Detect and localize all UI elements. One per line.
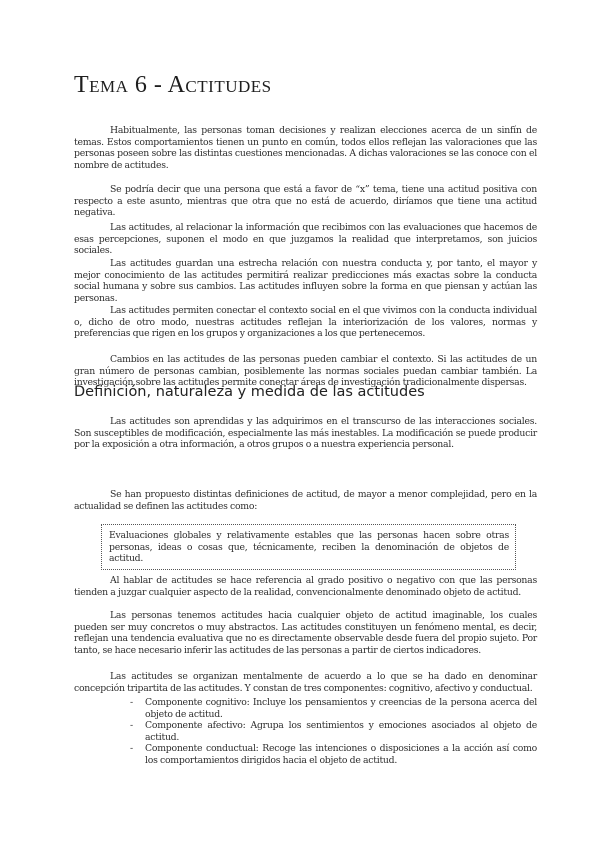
intro-paragraph-2: Se podría decir que una persona que está a favor de “x” tema, tiene una actitud positiva con respecto a este asunto, mientras que otra que no está de acuerdo, diríamos que tiene una actitud negativa.: [74, 184, 537, 219]
definition-box: Evaluaciones globales y relativamente estables que las personas hacen sobre otras personas, ideas o cosas que, técnicamente, reciben la denominación de objetos de actitud.: [101, 524, 516, 570]
component-affective: Componente afectivo: Agrupa los sentimientos y emociones asociados al objeto de actitud.: [145, 720, 537, 743]
section-paragraph-5: Las actitudes se organizan mentalmente de acuerdo a lo que se ha dado en denominar concepción tripartita de las actitudes. Y constan de tres componentes: cognitivo, afectivo y conductual.: [74, 671, 537, 694]
list-dash: -: [130, 743, 133, 755]
section-paragraph-1: Las actitudes son aprendidas y las adquirimos en el transcurso de las interacciones sociales. Son susceptibles de modificación, especialmente las más inestables. La modificación se puede producir por la exposición a otra información, a otros grupos o a nuestra experiencia personal.: [74, 416, 537, 451]
list-dash: -: [130, 697, 133, 708]
list-item: [74, 697, 537, 720]
section-paragraph-3: Al hablar de actitudes se hace referencia al grado positivo o negativo con que las personas tienden a juzgar cualquier aspecto de la realidad, convencionalmente denominado objeto de actitud.: [74, 575, 537, 598]
intro-paragraph-5: Las actitudes permiten conectar el contexto social en el que vivimos con la conducta individual o, dicho de otro modo, nuestras actitudes reflejan la interiorización de los valores, normas y preferencias que rigen en los grupos y organizaciones a los que pertenecemos.: [74, 305, 537, 340]
intro-paragraph-1: Habitualmente, las personas toman decisiones y realizan elecciones acerca de un sinfín de temas. Estos comportamientos tienen un punto en común, todos ellos reflejan las valoraciones que las personas poseen sobre las distintas cuestiones mencionadas. A dichas valoraciones se las conoce con el nombre de actitudes.: [74, 125, 537, 171]
intro-paragraph-6: Cambios en las actitudes de las personas pueden cambiar el contexto. Si las actitudes de un gran número de personas cambian, posiblemente las normas sociales puedan cambiar también. La investigación sobre las actitudes permite conectar áreas de investigación tradicionalmente dispersas.: [74, 354, 537, 389]
components-list: [74, 697, 537, 767]
section-paragraph-2: Se han propuesto distintas definiciones de actitud, de mayor a menor complejidad, pero en la actualidad se definen las actitudes como:: [74, 489, 537, 512]
list-dash: -: [130, 720, 133, 732]
intro-paragraph-3: Las actitudes, al relacionar la información que recibimos con las evaluaciones que hacemos de esas percepciones, suponen el modo en que juzgamos la realidad que interpretamos, son juicios sociales.: [74, 222, 537, 257]
section-heading: Definición, naturaleza y medida de las actitudes: [74, 384, 425, 400]
list-item: [74, 720, 537, 743]
section-paragraph-4: Las personas tenemos actitudes hacia cualquier objeto de actitud imaginable, los cuales pueden ser muy concretos o muy abstractos. Las actitudes constituyen un fenómeno mental, es decir, reflejan una tendencia evaluativa que no es directamente observable desde fuera del propio sujeto. Por tanto, se hace necesario inferir las actitudes de las personas a partir de ciertos indicadores.: [74, 610, 537, 656]
intro-paragraph-4: Las actitudes guardan una estrecha relación con nuestra conducta y, por tanto, el mayor y mejor conocimiento de las actitudes permitirá realizar predicciones más exactas sobre la conducta social humana y sobre sus cambios. Las actitudes influyen sobre la forma en que piensan y actúan las personas.: [74, 258, 537, 304]
component-cognitive: Componente cognitivo: Incluye los pensamientos y creencias de la persona acerca del objeto de actitud.: [145, 697, 537, 720]
page-title: Tema 6 - Actitudes: [74, 72, 272, 98]
component-behavioral: Componente conductual: Recoge las intenciones o disposiciones a la acción así como los comportamientos dirigidos hacia el objeto de actitud.: [145, 743, 537, 766]
list-item: [74, 743, 537, 766]
